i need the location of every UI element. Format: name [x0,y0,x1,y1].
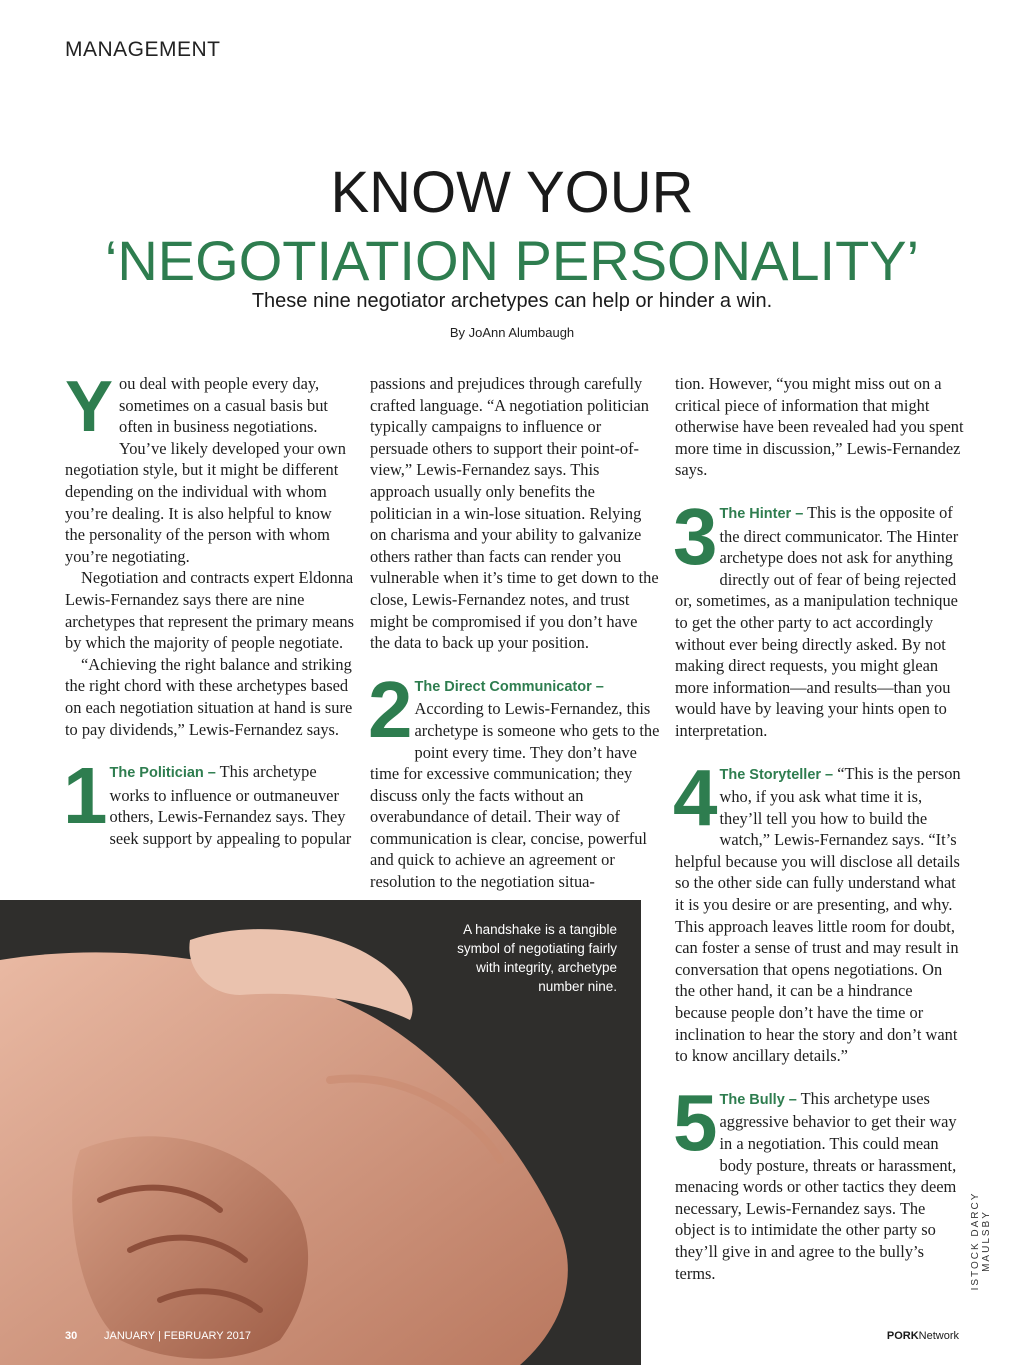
archetype-title: The Politician – [109,765,216,782]
archetype-title: The Hinter – [719,505,804,522]
archetype-text: This archetype uses aggressive behavior to get their way in a negotiation. This could mean body posture, threats or harassment, menacing words or other tactics they deem necessary, Lewis-Fernandez says. The object is to intimidate the other party so they’ll give in and agree to the bully’s terms. [675,1088,957,1283]
brand-rest: Network [918,1330,959,1342]
page-number: 30 [65,1330,78,1342]
publication-logo [887,1330,959,1342]
subheadline: These nine negotiator archetypes can help or hinder a win. [251,290,773,312]
archetype-title: The Direct Communicator – [414,678,604,695]
archetype-text: According to Lewis-Fernandez, this archetype is someone who gets to the point every time. They don’t have time for excessive communication; they discuss only the facts without an overabundance of detail. Their way of communication is clear, concise, powerful and quick to achieve an agreement or resolution to the negotiation situa- [370,699,660,892]
archetype-2 [368,664,660,893]
article-column-1 [63,367,355,849]
archetype-number: 1 [63,751,108,841]
issue-date: JANUARY | FEBRUARY 2017 [104,1330,251,1342]
archetype-2-continued: tion. However, “you might miss out on a critical piece of information that might otherwise have been revealed had you spent more time in discussion,” Lewis-Fernandez says. [675,374,964,480]
archetype-title: The Bully – [719,1091,797,1108]
headline-line-1: KNOW YOUR [330,160,694,225]
archetype-text: This is the opposite of the direct communicator. The Hinter archetype does not ask for anything directly out of fear of being rejected or, sometimes, as a manipulation technique to get the other party to act accordingly without ever being directly asked. By not making direct requests, you might glean more information—and results—than you would have by leaving your hints open to interpretation. [675,502,959,740]
section-label: MANAGEMENT [65,38,221,61]
archetype-number: 2 [368,664,413,754]
brand-bold: PORK [886,1330,919,1342]
intro-paragraph [65,367,355,567]
archetype-1-continued: passions and prejudices through carefully crafted language. “A negotiation politician typically campaigns to influence or persuade others to support their point-of-view,” Lewis-Fernandez says. This approach usually only benefits the politician in a win-lose situation. Relying on charisma and your ability to galvanize others rather than facts can render you vulnerable when it’s time to get down to the close, Lewis-Fernandez notes, and trust might be compromised if you don’t have the data to back up your position. [370,374,659,653]
article-column-2 [370,373,660,893]
headline-line-2: ‘NEGOTIATION PERSONALITY’ [104,229,920,292]
archetype-title: The Storyteller – [719,766,834,783]
archetype-3 [673,491,965,742]
archetype-number: 3 [673,491,718,581]
drop-cap: Y [65,367,114,447]
photo-credit: ISTOCK DARCY MAULSBY [970,1191,992,1291]
archetype-text: This archetype works to influence or outmaneuver others, Lewis-Fernandez says. They seek support by appealing to popular [109,762,352,848]
handshake-photo [0,900,641,1365]
archetype-4 [673,752,965,1067]
archetype-number: 5 [673,1077,718,1167]
archetype-5 [673,1077,965,1284]
byline: By JoAnn Alumbaugh [449,325,575,340]
paragraph-2: Negotiation and contracts expert Eldonna Lewis-Fernandez says there are nine archetypes that represent the primary means by which the majority of people negotiate. [65,568,354,653]
paragraph-3: “Achieving the right balance and striking the right chord with these archetypes based on each negotiation situation at hand is sure to pay dividends,” Lewis-Fernandez says. [65,654,353,739]
photo-caption: A handshake is a tangible symbol of negotiating fairly with integrity, archetype number nine. [457,922,617,994]
intro-text: ou deal with people every day, sometimes on a casual basis but often in business negotiations. You’ve likely developed your own negotiation style, but it might be different depending on the individual with whom you’re dealing. It is also helpful to know the personality of the person with whom you’re negotiating. [65,374,346,566]
article-column-3 [675,373,965,1284]
archetype-1 [63,751,355,849]
archetype-number: 4 [673,752,718,842]
archetype-text: “This is the person who, if you ask what time it is, they’ll tell you how to build the watch,” Lewis-Fernandez says. “It’s helpful because you will disclose all details so the other side can fully understand what it is you desire or are presenting, and why. This approach leaves little room for doubt, can foster a sense of trust and may result in conversation that opens negotiations. On the other hand, it can be a hindrance because people don’t have the time or inclination to hear the story and don’t want to know ancillary details.” [675,763,961,1066]
